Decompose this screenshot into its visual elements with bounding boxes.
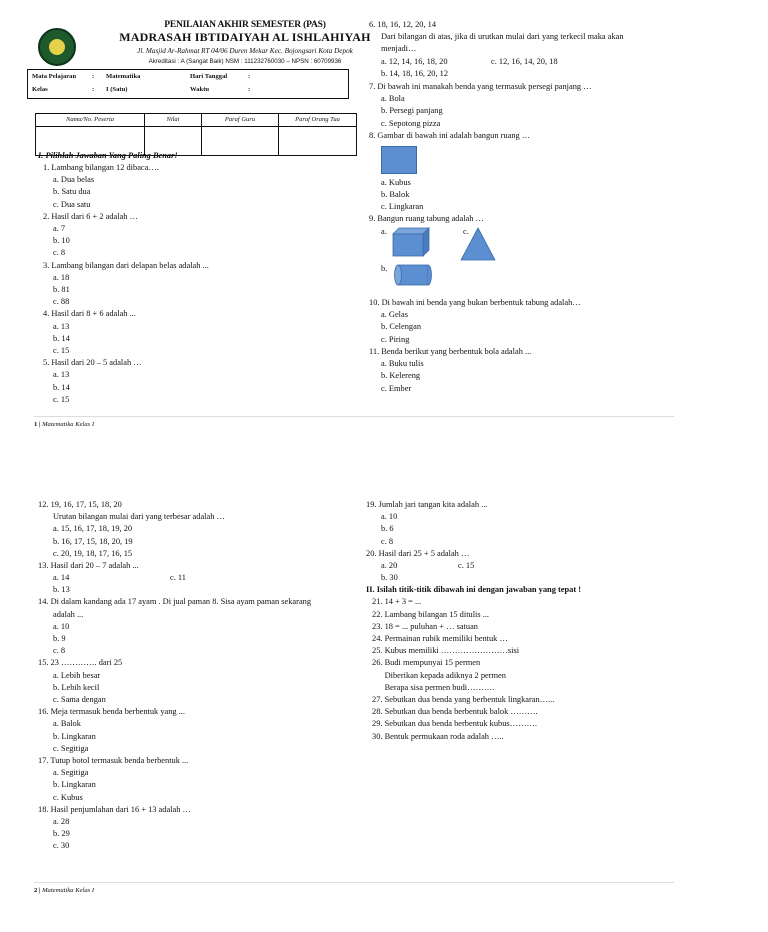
option: a. Segitiga — [53, 768, 89, 778]
option: b. Kelereng — [381, 371, 421, 381]
option: c. Ember — [381, 383, 412, 393]
question-17 — [38, 755, 311, 804]
essay-item: 29. Sebutkan dua benda berbentuk kubus………. — [372, 719, 537, 729]
parent-sign-cell[interactable] — [279, 127, 357, 156]
essay-item: Berapa sisa permen budi………. — [372, 682, 495, 692]
question-text: 16. Meja termasuk benda berbentuk yang ... — [38, 707, 185, 717]
option: a. Bola — [381, 94, 405, 104]
section-1-heading: I. Pilihlah Jawaban Yang Paling Benar! — [38, 151, 178, 160]
option: a. 7 — [53, 224, 66, 234]
option: c. 8 — [53, 646, 66, 656]
question-13 — [38, 560, 311, 596]
option: c. Piring — [381, 334, 410, 344]
option: c. Segitiga — [53, 743, 89, 753]
question-12 — [38, 499, 311, 560]
question-19 — [366, 499, 686, 548]
question-list-p2-left — [38, 499, 311, 853]
option: a. 12, 14, 16, 18, 20 — [381, 56, 448, 66]
option: b. 81 — [53, 285, 70, 295]
option: c. Kubus — [53, 792, 83, 802]
option: a. 13 — [53, 370, 70, 380]
option: c. 20, 19, 18, 17, 16, 15 — [53, 548, 133, 558]
option: c. 88 — [53, 297, 70, 307]
option: a. 20 — [381, 561, 398, 571]
colon: : — [92, 73, 95, 80]
question-text: 20. Hasil dari 25 + 5 adalah … — [366, 548, 470, 558]
essay-item: 21. 14 + 3 = ... — [372, 597, 422, 607]
kelas-label: Kelas — [32, 86, 48, 93]
question-text: 7. Di bawah ini manakah benda yang termasuk persegi panjang … — [369, 82, 592, 91]
footer-divider — [34, 882, 674, 883]
table-header: Paraf Guru — [202, 114, 279, 127]
question-text: 18. Hasil penjumlahan dari 16 + 13 adalah … — [38, 804, 191, 814]
cylinder-shape-image — [394, 263, 432, 287]
exam-info-box — [27, 69, 349, 99]
option: a. Dua belas — [53, 175, 95, 185]
option: c. 30 — [53, 841, 70, 851]
option: c. 8 — [53, 248, 66, 258]
option: b. Balok — [381, 190, 410, 200]
option: a. 13 — [53, 321, 70, 331]
essay-item: 23. 18 = ... puluhan + … satuan — [372, 621, 478, 631]
question-11 — [369, 346, 531, 395]
option: a. Lebih besar — [53, 670, 101, 680]
essay-item: 24. Permainan rubik memiliki bentuk … — [372, 634, 508, 644]
essay-item: 25. Kubus memiliki ……………………sisi — [372, 646, 520, 656]
option: a. Buku tulis — [381, 359, 424, 369]
option: b. 30 — [381, 573, 398, 583]
option: b. 14, 18, 16, 20, 12 — [381, 68, 448, 78]
option: c. Lingkaran — [381, 202, 424, 212]
question-text: 14. Di dalam kandang ada 17 ayam . Di jual paman 8. Sisa ayam paman sekarang — [38, 597, 312, 607]
question-18 — [38, 804, 311, 853]
question-1 — [43, 162, 209, 211]
option: a. Kubus — [381, 178, 411, 187]
question-text: 8. Gambar di bawah ini adalah bangun ruang … — [369, 131, 531, 140]
footer-text: Matematika Kelas I — [42, 421, 95, 428]
question-text: 11. Benda berikut yang berbentuk bola adalah ... — [369, 347, 532, 356]
page-number: 1 — [34, 421, 38, 428]
table-header: Nama/No. Peserta — [36, 114, 145, 127]
question-14 — [38, 596, 311, 657]
option-label: b. — [381, 264, 388, 273]
question-text: 12. 19, 16, 17, 15, 18, 20 — [38, 500, 122, 509]
section-2-heading: II. Isilah titik-titik dibawah ini dengan jawaban yang tepat ! — [366, 585, 582, 595]
question-text: menjadi… — [381, 44, 417, 54]
option: b. Satu dua — [53, 187, 91, 197]
question-2 — [43, 211, 209, 260]
waktu-label: Waktu — [190, 86, 210, 93]
question-text: 17. Tutup botol termasuk benda berbentuk ... — [38, 756, 189, 766]
table-header: Paraf Orang Tua — [279, 114, 357, 127]
option: a. 18 — [53, 272, 70, 282]
question-4 — [43, 308, 209, 357]
option: c. 15 — [458, 561, 475, 571]
question-list-p2-right — [366, 499, 686, 743]
essay-item: 22. Lambang bilangan 15 ditulis ... — [372, 609, 490, 619]
question-text: 15. 23 …………. dari 25 — [38, 658, 123, 668]
school-logo — [38, 28, 76, 66]
question-20 — [366, 548, 686, 584]
box-shape-image — [391, 226, 431, 258]
question-9 — [369, 213, 484, 225]
option: b. Lingkaran — [53, 731, 96, 741]
option: b. 14 — [53, 382, 70, 392]
question-text: 1. Lambang bilangan 12 dibaca…. — [43, 163, 159, 172]
question-5 — [43, 357, 209, 406]
colon: : — [248, 86, 251, 93]
question-text: 6. 18, 16, 12, 20, 14 — [369, 20, 436, 29]
option: c. 15 — [53, 394, 70, 404]
question-text: 10. Di bawah ini benda yang bukan berbentuk tabung adalah… — [369, 298, 581, 307]
option: a. 10 — [381, 512, 398, 522]
question-text: 13. Hasil dari 20 – 7 adalah ... — [38, 561, 139, 571]
question-10 — [369, 297, 581, 346]
question-6 — [369, 19, 679, 80]
option: a. 10 — [53, 621, 70, 631]
option: b. 10 — [53, 236, 70, 246]
table-header: Nilai — [145, 114, 202, 127]
question-16 — [38, 706, 311, 755]
footer-divider — [34, 416, 674, 417]
essay-questions — [366, 596, 686, 742]
option: b. 9 — [53, 634, 66, 644]
option: b. 14 — [53, 333, 70, 343]
option: b. 29 — [53, 829, 70, 839]
page-footer-2: 2 | Matematika Kelas I — [34, 887, 95, 894]
essay-item: 28. Sebutkan dua benda berbentuk balok ………. — [372, 707, 538, 717]
option: c. 15 — [53, 346, 70, 356]
option: c. Sepotong pizza — [381, 118, 441, 128]
school-name: MADRASAH IBTIDAIYAH AL ISHLAHIYAH — [119, 30, 371, 44]
cube-shape-image — [381, 146, 417, 174]
page-footer-1: 1 | Matematika Kelas I — [34, 421, 95, 428]
question-text: 5. Hasil dari 20 – 5 adalah … — [43, 358, 142, 368]
question-list-p1-left — [43, 162, 209, 406]
question-text: 4. Hasil dari 8 + 6 adalah ... — [43, 309, 136, 319]
colon: : — [248, 73, 251, 80]
kelas-value: I (Satu) — [106, 86, 128, 93]
question-text: 19. Jumlah jari tangan kita adalah ... — [366, 500, 488, 509]
teacher-sign-cell[interactable] — [202, 127, 279, 156]
option-label: a. — [381, 227, 387, 236]
option: c. 12, 16, 14, 20, 18 — [491, 56, 558, 66]
option: b. Celengan — [381, 322, 422, 332]
option: a. Gelas — [381, 310, 408, 320]
essay-item: Diberikan kepada adiknya 2 permen — [372, 670, 506, 680]
essay-item: 26. Budi mempunyai 15 permen — [372, 658, 481, 668]
essay-item: 30. Bentuk permukaan roda adalah ….. — [372, 731, 504, 741]
option: b. 13 — [53, 585, 70, 595]
option: c. Sama dengan — [53, 695, 106, 705]
school-accreditation: Akreditasi : A (Sangat Baik) NSM : 111232760030 – NPSN : 60709936 — [148, 58, 342, 65]
option: b. 16, 17, 15, 18, 20, 19 — [53, 536, 133, 546]
essay-item: 27. Sebutkan dua benda yang berbentuk lingkaran…... — [372, 695, 555, 705]
option: c. 8 — [381, 536, 394, 546]
question-text: 3. Lambang bilangan dari delapan belas adalah ... — [43, 260, 209, 270]
question-text: Urutan bilangan mulai dari yang terbesar adalah … — [53, 512, 225, 522]
option: b. 6 — [381, 524, 394, 534]
mapel-label: Mata Pelajaran — [32, 73, 77, 80]
mapel-value: Matematika — [106, 73, 141, 80]
option: a. 28 — [53, 817, 70, 827]
question-15 — [38, 657, 311, 706]
option-label: c. — [463, 227, 469, 236]
exam-title: PENILAIAN AKHIR SEMESTER (PAS) — [164, 20, 326, 30]
school-address: Jl. Masjid Ar-Rahmat RT 04/06 Duren Mekar Kec. Bojongsari Kota Depok — [137, 47, 353, 55]
triangle-shape-image — [459, 227, 497, 261]
option: a. Balok — [53, 719, 81, 729]
footer-text: Matematika Kelas I — [42, 887, 95, 894]
question-8 — [369, 130, 530, 142]
page-number: 2 — [34, 887, 38, 894]
option: b. Lebih kecil — [53, 682, 100, 692]
question-text: adalah ... — [53, 609, 84, 619]
question-7 — [369, 81, 592, 130]
question-text: 2. Hasil dari 6 + 2 adalah … — [43, 211, 138, 221]
option: a. 14 — [53, 573, 70, 583]
question-text: Dari bilangan di atas, jika di urutkan mulai dari yang terkecil maka akan — [381, 32, 624, 42]
question-3 — [43, 260, 209, 309]
option: b. Lingkaran — [53, 780, 96, 790]
option: c. 11 — [170, 573, 186, 583]
question-8-options — [369, 177, 423, 214]
hari-label: Hari Tanggal — [190, 73, 228, 80]
option: c. Dua satu — [53, 199, 91, 209]
colon: : — [92, 86, 95, 93]
option: b. Persegi panjang — [381, 106, 443, 116]
question-text: 9. Bangun ruang tabung adalah … — [369, 214, 484, 223]
option: a. 15, 16, 17, 18, 19, 20 — [53, 524, 133, 534]
